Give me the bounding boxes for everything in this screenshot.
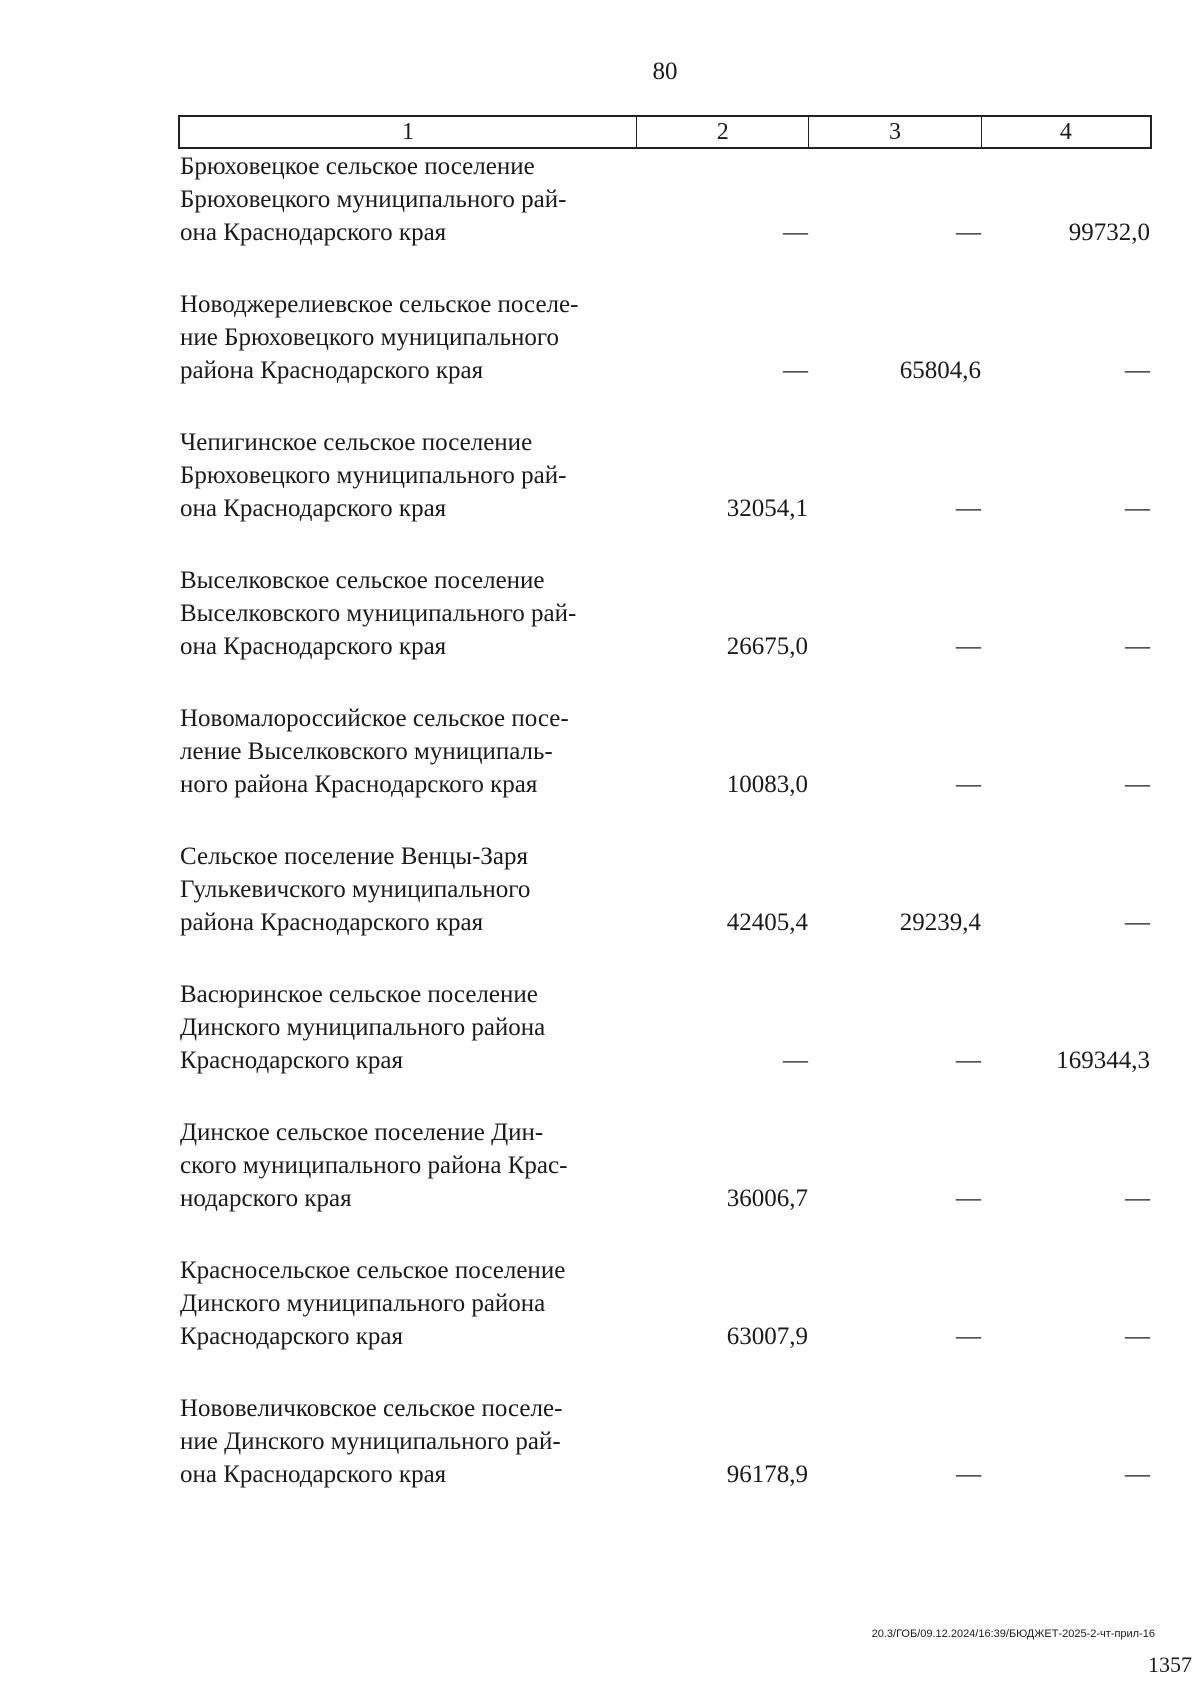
- value-col-2: 96178,9: [726, 1461, 808, 1488]
- settlement-name-line: Новомалороссийское сельское посе-: [180, 705, 569, 732]
- table-row: [178, 840, 1152, 978]
- settlement-name-line: Брюховецкого муниципального рай-: [180, 462, 567, 489]
- settlement-name-line: ление Выселковского муниципаль-: [180, 738, 553, 765]
- value-col-2: 42405,4: [726, 909, 808, 936]
- table-body: [178, 150, 1152, 1530]
- settlement-name-line: она Краснодарского края: [180, 633, 447, 660]
- settlement-name-line: Гулькевичского муниципального: [180, 876, 531, 903]
- table-row: [178, 426, 1152, 564]
- settlement-name-line: Красносельское сельское поселение: [180, 1257, 566, 1284]
- table-row: [178, 1254, 1152, 1392]
- value-col-2: 32054,1: [726, 495, 808, 522]
- value-col-3: —: [956, 1047, 981, 1074]
- value-col-4: —: [1125, 495, 1150, 522]
- settlement-name: [178, 1116, 637, 1254]
- settlement-name-line: Краснодарского края: [180, 1323, 403, 1350]
- table-row: [178, 702, 1152, 840]
- value-col-2: 36006,7: [726, 1185, 808, 1212]
- value-col-4: —: [1125, 1461, 1150, 1488]
- settlement-name-line: ного района Краснодарского края: [180, 771, 538, 798]
- table-row: [178, 1392, 1152, 1530]
- value-col-3: —: [956, 633, 981, 660]
- settlement-name-line: Выселковское сельское поселение: [180, 567, 545, 594]
- value-col-4: —: [1125, 1323, 1150, 1350]
- settlement-name-line: района Краснодарского края: [180, 357, 484, 384]
- settlement-name: [178, 150, 637, 288]
- settlement-name-line: ние Динского муниципального рай-: [180, 1428, 561, 1455]
- header-col-1: 1: [180, 117, 637, 147]
- settlement-name-line: Краснодарского края: [180, 1047, 403, 1074]
- value-col-4: —: [1125, 909, 1150, 936]
- settlement-name-line: Васюринское сельское поселение: [180, 981, 538, 1008]
- sheet-number: 1357: [1148, 1652, 1192, 1677]
- value-col-4: 99732,0: [1068, 219, 1150, 246]
- settlement-name-line: она Краснодарского края: [180, 219, 447, 246]
- settlement-name-line: Чепигинское сельское поселение: [180, 429, 533, 456]
- settlement-name-line: Новоджерелиевское сельское поселе-: [180, 291, 579, 318]
- value-col-3: —: [956, 495, 981, 522]
- settlement-name-line: Динское сельское поселение Дин-: [180, 1119, 544, 1146]
- value-col-3: —: [956, 771, 981, 798]
- value-col-3: —: [956, 219, 981, 246]
- value-col-3: —: [956, 1185, 981, 1212]
- settlement-name-line: она Краснодарского края: [180, 1461, 447, 1488]
- table-row: [178, 288, 1152, 426]
- settlement-name-line: Нововеличковское сельское поселе-: [180, 1395, 563, 1422]
- table-header: [178, 115, 1152, 149]
- value-col-2: 26675,0: [726, 633, 808, 660]
- settlement-name-line: ского муниципального района Крас-: [180, 1152, 568, 1179]
- settlement-name-line: ние Брюховецкого муниципального: [180, 324, 560, 351]
- value-col-2: —: [783, 1047, 808, 1074]
- document-code: 20.3/ГОБ/09.12.2024/16:39/БЮДЖЕТ-2025-2-чт-прил-16: [871, 1628, 1155, 1640]
- table-row: [178, 978, 1152, 1116]
- settlement-name: [178, 288, 637, 426]
- table-row: [178, 1116, 1152, 1254]
- table-row: [178, 564, 1152, 702]
- settlement-name: [178, 978, 637, 1116]
- value-col-3: —: [956, 1323, 981, 1350]
- value-col-4: —: [1125, 357, 1150, 384]
- settlement-name: [178, 702, 637, 840]
- settlement-name-line: Выселковского муниципального рай-: [180, 600, 577, 627]
- settlement-name-line: Динского муниципального района: [180, 1014, 546, 1041]
- header-col-3: 3: [809, 117, 981, 147]
- value-col-3: —: [956, 1461, 981, 1488]
- value-col-2: 63007,9: [726, 1323, 808, 1350]
- value-col-2: —: [783, 357, 808, 384]
- value-col-3: 65804,6: [899, 357, 981, 384]
- header-col-2: 2: [637, 117, 809, 147]
- settlement-name: [178, 426, 637, 564]
- settlement-name: [178, 1254, 637, 1392]
- settlement-name-line: она Краснодарского края: [180, 495, 447, 522]
- settlement-name: [178, 564, 637, 702]
- settlement-name-line: Брюховецкое сельское поселение: [180, 153, 535, 180]
- value-col-4: —: [1125, 1185, 1150, 1212]
- settlement-name-line: Динского муниципального района: [180, 1290, 546, 1317]
- header-col-4: 4: [1059, 118, 1072, 145]
- settlement-name-line: нодарского края: [180, 1185, 352, 1212]
- settlement-name: [178, 840, 637, 978]
- value-col-4: —: [1125, 633, 1150, 660]
- value-col-4: —: [1125, 771, 1150, 798]
- page-number: 80: [652, 58, 678, 85]
- value-col-2: 10083,0: [726, 771, 808, 798]
- settlement-name-line: района Краснодарского края: [180, 909, 484, 936]
- settlement-name-line: Сельское поселение Венцы-Заря: [180, 843, 529, 870]
- settlement-name-line: Брюховецкого муниципального рай-: [180, 186, 567, 213]
- value-col-4: 169344,3: [1056, 1047, 1150, 1074]
- table-row: [178, 150, 1152, 288]
- settlement-name: [178, 1392, 637, 1530]
- value-col-3: 29239,4: [899, 909, 981, 936]
- value-col-2: —: [783, 219, 808, 246]
